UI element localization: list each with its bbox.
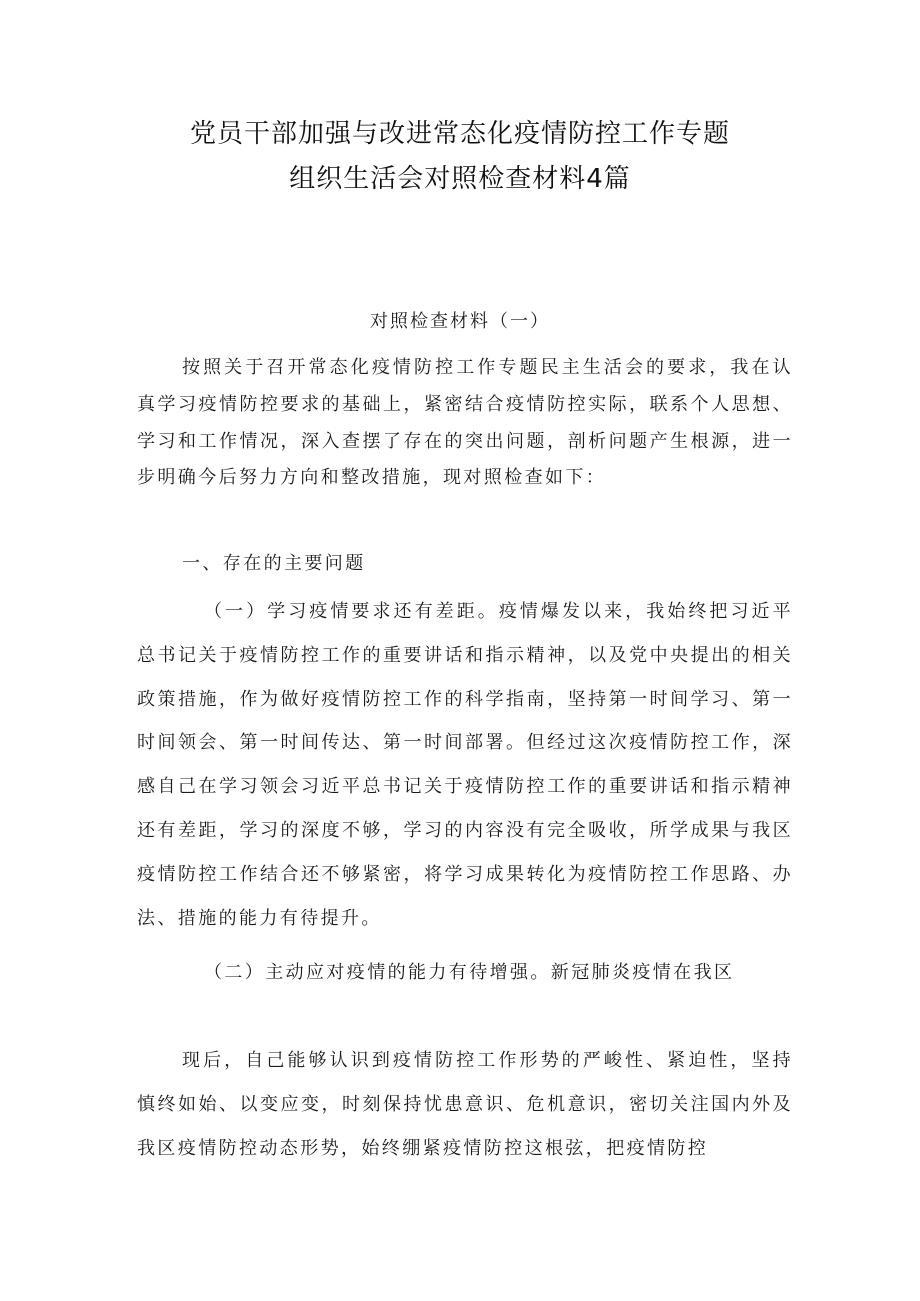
problem-2-paragraph: 现后，自己能够认识到疫情防控工作形势的严峻性、紧迫性，坚持慎终如始、以变应变，时刻保持忧患意识、危机意识，密切关注国内外及我区疫情防控动态形势，始终绷紧疫情防控这根弦，把疫情防控 [137, 1050, 793, 1159]
document-title-line-2: 组织生活会对照检查材料4篇 [289, 164, 631, 194]
problem-2-heading: （二）主动应对疫情的能力有待增强。新冠肺炎疫情在我区 [204, 962, 735, 983]
section-heading: 对照检查材料（一） [370, 311, 550, 332]
heading-main-problems: 一、存在的主要问题 [182, 553, 366, 574]
document-title-line-1: 党员干部加强与改进常态化疫情防控工作专题 [189, 119, 730, 149]
problem-1-paragraph: （一）学习疫情要求还有差距。疫情爆发以来，我始终把习近平总书记关于疫情防控工作的重要讲话和指示精神，以及党中央提出的相关政策措施，作为做好疫情防控工作的科学指南，坚持第一时间学习、第一时间领会、第一时间传达、第一时间部署。但经过这次疫情防控工作，深感自己在学习领会习近平总书记关于疫情防控工作的重要讲话和指示精神还有差距，学习的深度不够，学习的内容没有完全吸收，所学成果与我区疫情防控工作结合还不够紧密，将学习成果转化为疫情防控工作思路、办法、措施的能力有待提升。 [137, 601, 793, 929]
intro-paragraph: 按照关于召开常态化疫情防控工作专题民主生活会的要求，我在认真学习疫情防控要求的基础上，紧密结合疫情防控实际，联系个人思想、学习和工作情况，深入查摆了存在的突出问题，剖析问题产生根源，进一步明确今后努力方向和整改措施，现对照检查如下： [137, 357, 793, 489]
